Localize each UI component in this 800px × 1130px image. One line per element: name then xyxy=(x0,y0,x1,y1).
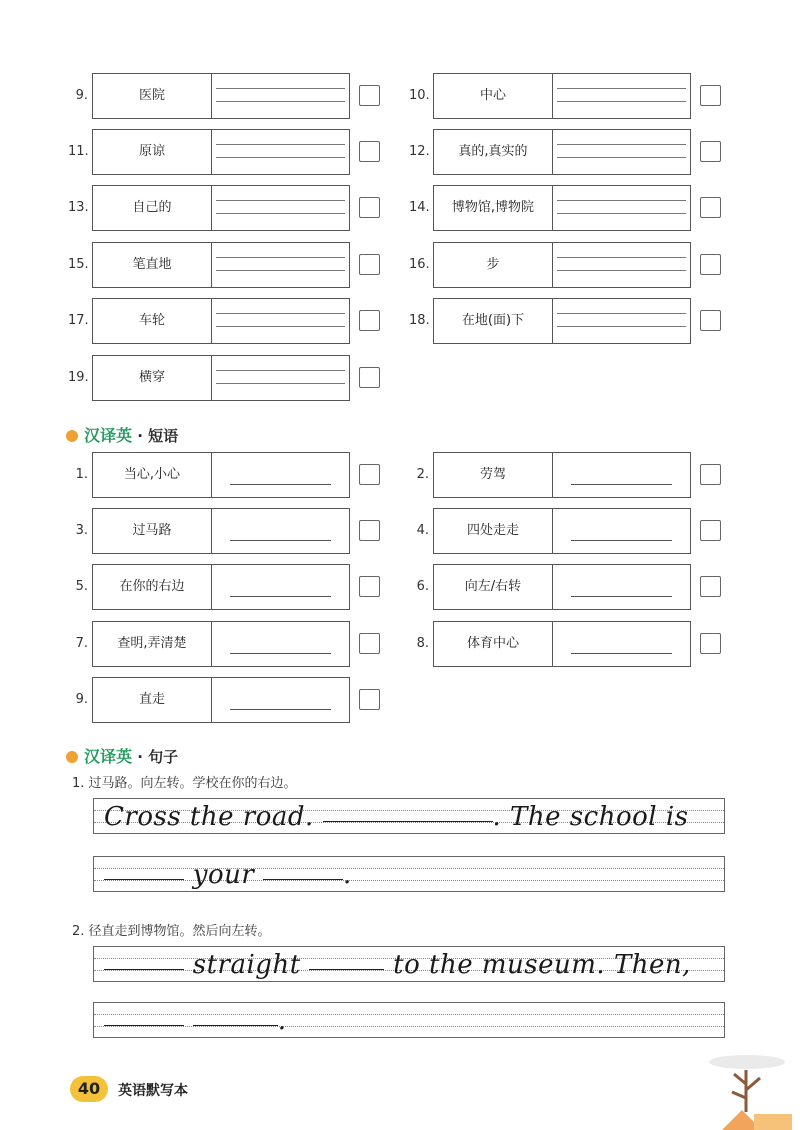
chinese-prompt: 过马路 xyxy=(92,508,211,554)
chinese-prompt: 体育中心 xyxy=(433,621,552,667)
section-title-main: 汉译英 xyxy=(84,426,133,445)
check-box[interactable] xyxy=(359,464,380,485)
fill-blank[interactable] xyxy=(309,968,384,970)
chinese-prompt: 自己的 xyxy=(92,185,211,231)
item-number: 2. xyxy=(416,467,429,482)
chinese-prompt: 劳驾 xyxy=(433,452,552,498)
chinese-prompt: 医院 xyxy=(92,73,211,119)
answer-field[interactable] xyxy=(211,298,350,344)
fill-blank[interactable] xyxy=(323,820,493,822)
item-number: 11. xyxy=(68,144,89,159)
writing-line[interactable] xyxy=(93,1002,725,1038)
answer-field[interactable] xyxy=(211,185,350,231)
chinese-prompt: 真的,真实的 xyxy=(433,129,552,175)
item-number: 12. xyxy=(409,144,430,159)
chinese-prompt: 原谅 xyxy=(92,129,211,175)
item-number: 10. xyxy=(409,88,430,103)
handwritten-segment: . The school is xyxy=(492,802,689,832)
section-title-phrases xyxy=(66,423,178,446)
sentence-prompt: 2. 径直走到博物馆。然后向左转。 xyxy=(72,924,271,939)
fill-blank[interactable] xyxy=(263,878,343,880)
check-box[interactable] xyxy=(359,367,380,388)
bullet-dot-icon xyxy=(66,751,78,763)
chinese-prompt: 四处走走 xyxy=(433,508,552,554)
answer-field[interactable] xyxy=(552,298,691,344)
check-box[interactable] xyxy=(359,310,380,331)
check-box[interactable] xyxy=(359,520,380,541)
chinese-prompt: 向左/右转 xyxy=(433,564,552,610)
item-number: 15. xyxy=(68,257,89,272)
fill-blank[interactable] xyxy=(104,1024,184,1026)
handwritten-segment: straight xyxy=(192,950,301,980)
item-number: 3. xyxy=(75,523,88,538)
check-box[interactable] xyxy=(359,633,380,654)
chinese-prompt: 在地(面)下 xyxy=(433,298,552,344)
check-box[interactable] xyxy=(700,633,721,654)
answer-field[interactable] xyxy=(211,508,350,554)
item-number: 6. xyxy=(416,579,429,594)
handwritten-segment: Cross the road. xyxy=(104,802,314,832)
handwritten-segment: to the museum. Then, xyxy=(393,950,691,980)
chinese-prompt: 查明,弄清楚 xyxy=(92,621,211,667)
handwritten-text xyxy=(104,1006,287,1036)
answer-field[interactable] xyxy=(552,129,691,175)
chinese-prompt: 车轮 xyxy=(92,298,211,344)
check-box[interactable] xyxy=(700,85,721,106)
item-number: 9. xyxy=(75,692,88,707)
bullet-dot-icon xyxy=(66,430,78,442)
winter-tree-icon xyxy=(702,1040,792,1130)
item-number: 13. xyxy=(68,200,89,215)
answer-field[interactable] xyxy=(211,452,350,498)
chinese-prompt: 博物馆,博物院 xyxy=(433,185,552,231)
handwritten-text xyxy=(104,802,689,832)
answer-field[interactable] xyxy=(211,564,350,610)
item-number: 4. xyxy=(416,523,429,538)
chinese-prompt: 当心,小心 xyxy=(92,452,211,498)
item-number: 17. xyxy=(68,313,89,328)
answer-field[interactable] xyxy=(552,621,691,667)
answer-field[interactable] xyxy=(211,129,350,175)
answer-field[interactable] xyxy=(211,355,350,401)
answer-field[interactable] xyxy=(211,242,350,288)
chinese-prompt: 在你的右边 xyxy=(92,564,211,610)
answer-field[interactable] xyxy=(552,564,691,610)
check-box[interactable] xyxy=(700,254,721,275)
item-number: 5. xyxy=(75,579,88,594)
check-box[interactable] xyxy=(700,520,721,541)
item-number: 18. xyxy=(409,313,430,328)
answer-field[interactable] xyxy=(552,185,691,231)
check-box[interactable] xyxy=(700,576,721,597)
chinese-prompt: 直走 xyxy=(92,677,211,723)
check-box[interactable] xyxy=(359,254,380,275)
check-box[interactable] xyxy=(700,310,721,331)
check-box[interactable] xyxy=(700,141,721,162)
check-box[interactable] xyxy=(700,197,721,218)
item-number: 9. xyxy=(75,88,88,103)
section-title-sub: · 句子 xyxy=(137,748,179,766)
writing-line[interactable] xyxy=(93,798,725,834)
page-number: 40 xyxy=(70,1076,108,1102)
answer-field[interactable] xyxy=(211,73,350,119)
answer-field[interactable] xyxy=(552,508,691,554)
handwritten-segment: . xyxy=(343,860,352,890)
fill-blank[interactable] xyxy=(104,968,184,970)
writing-line[interactable] xyxy=(93,946,725,982)
section-title-main: 汉译英 xyxy=(84,747,133,766)
handwritten-segment: your xyxy=(192,860,255,890)
check-box[interactable] xyxy=(700,464,721,485)
fill-blank[interactable] xyxy=(193,1024,278,1026)
item-number: 19. xyxy=(68,370,89,385)
answer-field[interactable] xyxy=(211,677,350,723)
check-box[interactable] xyxy=(359,85,380,106)
sentence-prompt: 1. 过马路。向左转。学校在你的右边。 xyxy=(72,776,297,791)
answer-field[interactable] xyxy=(552,452,691,498)
handwritten-segment: . xyxy=(277,1006,287,1036)
item-number: 16. xyxy=(409,257,430,272)
check-box[interactable] xyxy=(359,689,380,710)
answer-field[interactable] xyxy=(552,242,691,288)
book-title: 英语默写本 xyxy=(118,1083,188,1099)
item-number: 7. xyxy=(75,636,88,651)
check-box[interactable] xyxy=(359,576,380,597)
chinese-prompt: 步 xyxy=(433,242,552,288)
chinese-prompt: 横穿 xyxy=(92,355,211,401)
answer-field[interactable] xyxy=(552,73,691,119)
section-title-sub: · 短语 xyxy=(137,427,179,445)
chinese-prompt: 中心 xyxy=(433,73,552,119)
section-title-sentences xyxy=(66,744,178,767)
check-box[interactable] xyxy=(359,141,380,162)
handwritten-text xyxy=(104,860,352,890)
item-number: 8. xyxy=(416,636,429,651)
answer-field[interactable] xyxy=(211,621,350,667)
item-number: 14. xyxy=(409,200,430,215)
item-number: 1. xyxy=(75,467,88,482)
writing-line[interactable] xyxy=(93,856,725,892)
chinese-prompt: 笔直地 xyxy=(92,242,211,288)
handwritten-text xyxy=(104,950,691,980)
check-box[interactable] xyxy=(359,197,380,218)
fill-blank[interactable] xyxy=(104,878,184,880)
